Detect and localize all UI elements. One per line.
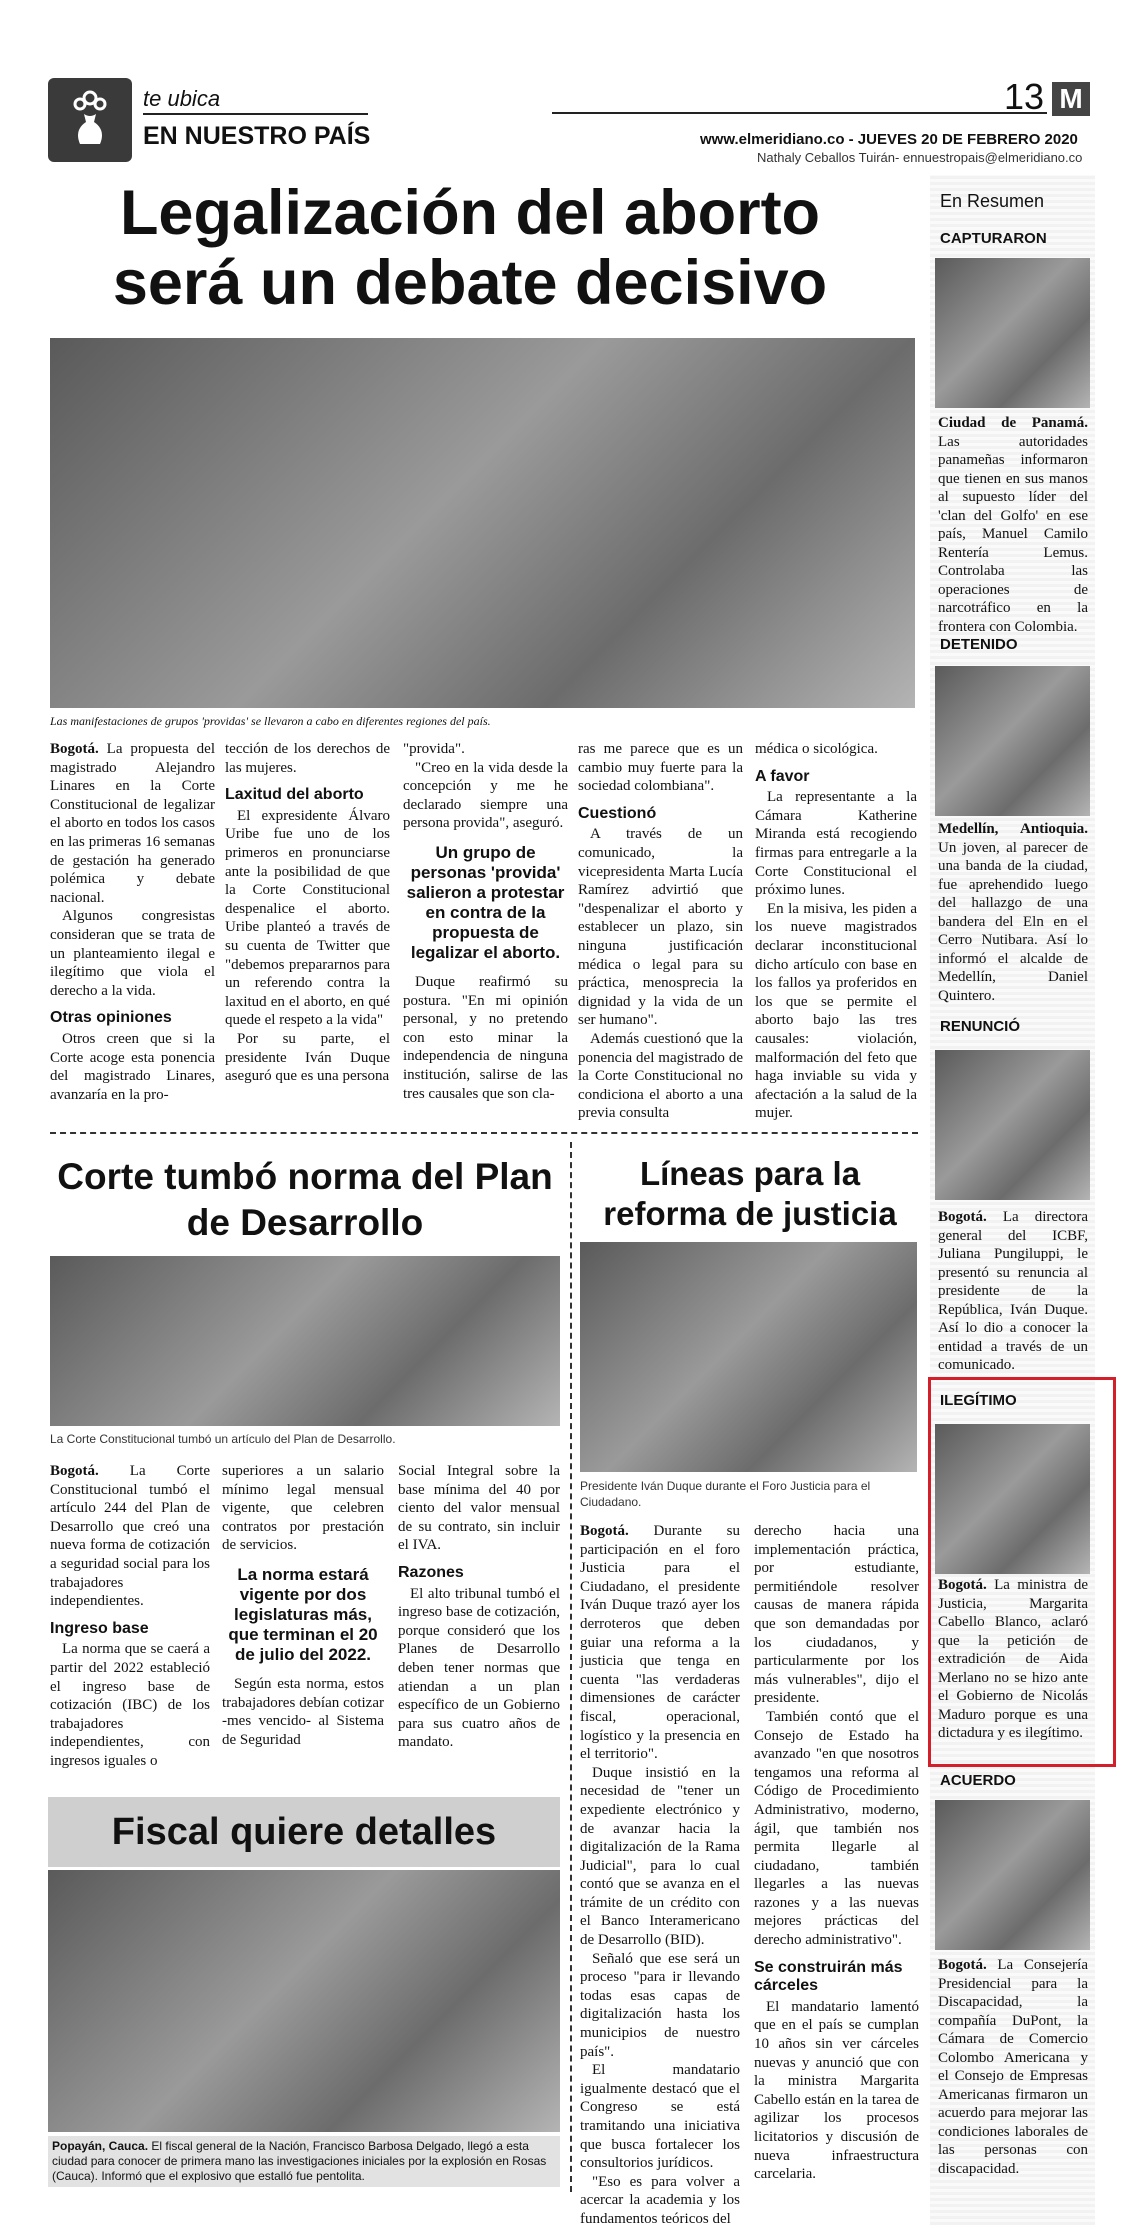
paragraph: médica o sicológica. — [755, 741, 878, 757]
corte-caption: La Corte Constitucional tumbó un artículo del Plan de Desarrollo. — [50, 1432, 396, 1446]
kicker-divider — [143, 113, 368, 115]
paragraph: Según esta norma, estos trabajadores debían cotizar -mes vencido- al Sistema de Seguridad — [222, 1675, 384, 1748]
protest-photo — [50, 338, 915, 708]
paragraph: El expresidente Álvaro Uribe fue uno de los primeros en pronunciarse ante la posibilidad de que la Corte Constitucional despenalice el aborto. Uribe planteó a través de su cuenta de Twitter que "debemos prepararnos para un referendo contra la laxitud en el aborto, en qué quede el respeto a la vida" — [225, 807, 390, 1029]
corte-column-2 — [222, 1462, 384, 1749]
brief-text: La Consejería Presidencial para la Discapacidad, la compañía DuPont, la Cámara de Comercio Colombo Americana y el Consejo de Empresas Americanas firmaron un acuerdo para mejorar las condiciones laborales de las personas con discapacidad. — [938, 1957, 1088, 2177]
main-column-1 — [50, 740, 215, 1104]
text: La Corte Constitucional tumbó el artículo 244 del Plan de Desarrollo que creó una nueva forma de cotización a seguridad social para los trabajadores independientes. — [50, 1463, 210, 1610]
sidebar-title: En Resumen — [940, 191, 1045, 211]
dateline: www.elmeridiano.co - JUEVES 20 DE FEBRERO 2020 — [700, 131, 1078, 148]
main-column-5 — [755, 740, 917, 1123]
paragraph: "provida". — [403, 741, 465, 757]
paragraph: El mandatario igualmente destacó que el Congreso se está tramitando una iniciativa que busca fortalecer los consultorios jurídicos. — [580, 2062, 740, 2172]
main-column-2 — [225, 740, 390, 1086]
sidebar-brief — [938, 820, 1088, 1005]
court-photo — [50, 1256, 560, 1426]
author-line: Nathaly Ceballos Tuirán- ennuestropais@elmeridiano.co — [757, 150, 1083, 165]
brief-lead: Bogotá. — [938, 1957, 987, 1973]
sidebar-brief — [938, 414, 1088, 636]
paragraph: Duque insistió en la necesidad de "tener un expediente electrónico y de avanzar hacia la digitalización de la Rama Judicial", para lo cual contó que se avanza en el trámite de un crédito con el Banco Interamericano de Desarrollo (BID). — [580, 1764, 740, 1949]
paragraph: Señaló que ese será un proceso "para ir llevando todas esas capas de digitalización hasta los municipios de nuestro país". — [580, 1950, 740, 2060]
section-logo — [48, 78, 132, 162]
header-divider — [552, 112, 1047, 114]
brief-lead: Medellín, Antioquia. — [938, 821, 1088, 837]
main-column-3 — [403, 740, 568, 1103]
paragraph — [580, 1522, 740, 1764]
forum-photo — [580, 1242, 917, 1472]
section-kicker: te ubica — [143, 86, 221, 111]
paragraph — [50, 740, 215, 907]
paragraph: También contó que el Consejo de Estado ha avanzado "en que nosotros tengamos una reforma al Código de Procedimiento Administrativo, moderno, ágil, que también nos permita llegarle al ciudadano, también llegarles a las nuevas razones y a las nuevas mejores prácticas del derecho administrativo". — [754, 1708, 919, 1949]
corte-column-3 — [398, 1462, 560, 1752]
section-divider — [50, 1132, 918, 1134]
brief-lead: Bogotá. — [938, 1577, 987, 1593]
brief-lead: Bogotá. — [938, 1209, 987, 1225]
corte-headline: Corte tumbó norma del Plan de Desarrollo — [57, 1156, 553, 1243]
paragraph: "Eso es para volver a acercar la academia y los fundamentos teóricos del — [580, 2173, 740, 2227]
page-number: 13 — [1004, 76, 1045, 117]
dateline-lead: Bogotá. — [50, 741, 99, 757]
paragraph: En la misiva, les piden a los nueve magistrados declarar inconstitucional dicho artículo con base en los fallos ya proferidos en los que se permite el aborto bajo las tres causales: violación, malformación del feto que haga inviable su vida y afectación a la salud de la mujer. — [755, 900, 917, 1122]
fiscal-headline: Fiscal quiere detalles — [111, 1811, 497, 1853]
fiscal-photo — [48, 1870, 560, 2132]
highlight-box — [928, 1377, 1116, 1767]
paragraph: "Creo en la vida desde la concepción y me he declarado siempre una persona provida", aseguró. — [403, 759, 568, 832]
column-divider — [570, 1142, 572, 2192]
sidebar-heading: RENUNCIÓ — [940, 1018, 1021, 1035]
paragraph: El mandatario lamentó que en el país se cumplan 10 años sin ver cárceles nuevas y anunció que con la ministra Margarita Cabello están en la tarea de agilizar los procesos licitatorios y discusión de nueva infraestructura carcelaria. — [754, 1998, 919, 2183]
main-column-4 — [578, 740, 743, 1123]
dateline-lead: Bogotá. — [580, 1523, 629, 1539]
paragraph: Además cuestionó que la ponencia del magistrado de la Corte Constitucional no condiciona el aborto a una previa consulta — [578, 1030, 743, 1122]
corte-column-1 — [50, 1462, 210, 1771]
main-photo-caption: Las manifestaciones de grupos 'providas' se llevaron a cabo en diferentes regiones del país. — [50, 714, 491, 728]
caption-text: El fiscal general de la Nación, Francisco Barbosa Delgado, llegó a esta ciudad para conocer de primera mano las investigaciones iniciales por la explosión en Rosas (Cauca). Informó que el explosivo que estalló fue pentolita. — [52, 2139, 547, 2183]
lineas-caption: Presidente Iván Duque durante el Foro Justicia para el Ciudadano. — [580, 1479, 871, 1509]
paragraph: Otros creen que si la Corte acoge esta ponencia del magistrado Linares, avanzaría en la pro- — [50, 1030, 215, 1103]
text: Durante su participación en el foro Justicia para el Ciudadano, el presidente Iván Duque trazó ayer los derroteros que deben guiar una reforma a la justicia que tenga en cuenta "las verdaderas dimensiones de carácter fiscal, operacional, logístico y la presencia en el territorio". — [580, 1523, 740, 1763]
flag-photo — [935, 666, 1090, 816]
subheading: Cuestionó — [578, 804, 657, 822]
paragraph: La representante a la Cámara Katherine Miranda está recogiendo firmas para entregarle a la Corte Constitucional el próximo lunes. — [755, 789, 917, 899]
paragraph: tección de los derechos de las mujeres. — [225, 741, 390, 776]
subheading: Se construirán más cárceles — [754, 1958, 903, 1995]
lineas-headline: Líneas para la reforma de justicia — [603, 1155, 897, 1232]
sidebar-brief — [938, 1956, 1088, 2178]
dateline-lead: Bogotá. — [50, 1463, 99, 1479]
section-title: EN NUESTRO PAÍS — [143, 122, 371, 150]
subheading: A favor — [755, 767, 810, 785]
paragraph: A través de un comunicado, la vicepresidenta Marta Lucía Ramírez advirtió que "despenalizar el aborto y establecer un plazo, sin ninguna justificación médica o legal para su práctica, menosprecia la dignidad y la vida de un ser humano". — [578, 826, 743, 1029]
sidebar-heading: ILEGÍTIMO — [940, 1392, 1017, 1409]
lineas-column-1 — [580, 1522, 740, 2229]
paragraph: derecho hacia una implementación práctica, por estudiante, permitiéndole resolver causas de manera rápida que son demandadas por los ciudadanos, y particularmente por los más vulnerables", dijo el presidente. — [754, 1523, 919, 1707]
brief-text: Un joven, al parecer de una banda de la ciudad, fue aprehendido luego del hallazgo de una bandera del Eln en el Cerro Nutibara. Así lo informó el alcalde de Medellín, Daniel Quintero. — [938, 839, 1088, 1004]
lineas-column-2 — [754, 1522, 919, 2184]
paragraph: Duque reafirmó su postura. "En mi opinión personal, y no pretendo con esto minar la independencia de ninguna institución, salirse de las tres causales que son cla- — [403, 973, 568, 1102]
brief-lead: Ciudad de Panamá. — [938, 415, 1088, 431]
subheading: Ingreso base — [50, 1619, 149, 1637]
paragraph — [50, 1462, 210, 1611]
icbf-director-photo — [935, 1050, 1090, 1200]
subheading: Laxitud del aborto — [225, 786, 364, 804]
fiscal-caption — [48, 2136, 560, 2187]
main-headline: Legalización del aborto será un debate decisivo — [112, 178, 828, 318]
subheading: Razones — [398, 1563, 464, 1581]
paragraph: superiores a un salario mínimo legal mensual vigente, que celebren contratos por prestación de servicios. — [222, 1463, 384, 1554]
vase-icon — [62, 88, 118, 152]
paragraph: El alto tribunal tumbó el ingreso base de cotización, porque consideró que los Planes de Desarrollo deben tener normas que atiendan a un plan específico de un Gobierno para sus cuatro años de mandato. — [398, 1585, 560, 1751]
pull-quote: La norma estará vigente por dos legislaturas más, que terminan el 20 de julio del 2022. — [228, 1564, 378, 1664]
brief-text: La directora general del ICBF, Juliana Pungiluppi, le presentó su renuncia al presidente de la República, Iván Duque. Así lo dio a conocer la entidad a través de un comunicado. — [938, 1209, 1088, 1373]
text: La propuesta del magistrado Alejandro Linares en la Corte Constitucional de legalizar el aborto en todos los casos en las primeras 16 semanas de gestación ha generado polémica y debate nacional. — [50, 741, 215, 906]
paragraph: Algunos congresistas consideran que se trata de un planteamiento ilegal e ilegítimo que viola el derecho a la vida. — [50, 908, 215, 999]
brief-text: La ministra de Justicia, Margarita Cabello Blanco, aclaró que la petición de extradición de Aida Merlano no se hizo ante el Gobierno de Nicolás Maduro porque es una dictadura y es ilegítimo. — [938, 1577, 1088, 1741]
sidebar-heading: DETENIDO — [940, 636, 1018, 653]
paragraph: Social Integral sobre la base mínima del 40 por ciento del valor mensual de su contrato, sin incluir el IVA. — [398, 1463, 560, 1554]
paragraph: Por su parte, el presidente Iván Duque aseguró que es una persona — [225, 1030, 390, 1085]
subheading: Otras opiniones — [50, 1009, 172, 1027]
brief-text: Las autoridades panameñas informaron que tienen en sus manos al supuesto líder del 'clan del Golfo' en ese país, Manuel Camilo Rentería Lemus. Controlaba las operaciones de narcotráfico en la frontera con Colombia. — [938, 433, 1088, 635]
caption-lead: Popayán, Cauca. — [52, 2139, 149, 2153]
capture-photo — [935, 258, 1090, 408]
sidebar-brief — [938, 1208, 1088, 1375]
paragraph: La norma que se caerá a partir del 2022 estableció el ingreso base de cotización (IBC) de los trabajadores independientes, con ingresos iguales o — [50, 1641, 210, 1769]
sidebar-heading: ACUERDO — [940, 1772, 1016, 1789]
pull-quote: Un grupo de personas 'provida' salieron a protestar en contra de la propuesta de legalizar el aborto. — [406, 842, 565, 962]
agreement-photo — [935, 1800, 1090, 1950]
paragraph: ras me parece que es un cambio muy fuerte para la sociedad colombiana". — [578, 741, 743, 795]
sidebar-heading: CAPTURARON — [940, 230, 1047, 247]
newspaper-logo: M — [1052, 82, 1090, 116]
